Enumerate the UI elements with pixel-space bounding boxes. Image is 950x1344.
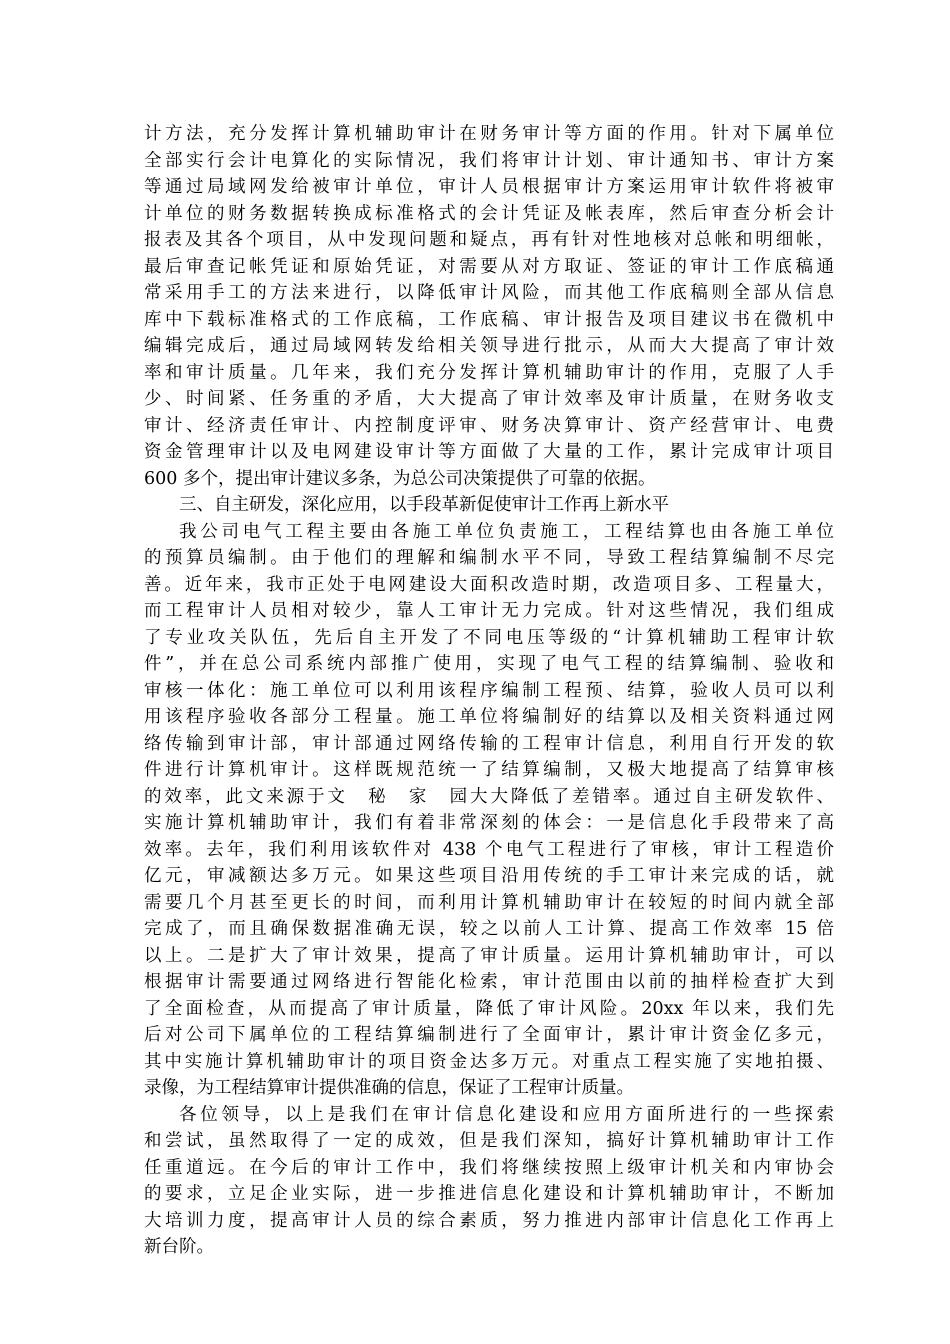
text-line: 实施计算机辅助审计，我们有着非常深刻的体会：一是信息化手段带来了高 bbox=[144, 813, 834, 833]
text-line: 以上。二是扩大了审计效果，提高了审计质量。运用计算机辅助审计，可以 bbox=[144, 945, 834, 966]
text-line: 而工程审计人员相对较少，靠人工审计无力完成。针对这些情况，我们组成 bbox=[144, 601, 834, 621]
text-line: 计方法，充分发挥计算机辅助审计在财务审计等方面的作用。针对下属单位 bbox=[144, 124, 834, 144]
text-line: 600 多个，提出审计建议多条，为总公司决策提供了可靠的依据。 bbox=[144, 468, 656, 489]
text-line: 最后审查记帐凭证和原始凭证，对需要从对方取证、签证的审计工作底稿通 bbox=[144, 256, 834, 277]
text-line: 计单位的财务数据转换成标准格式的会计凭证及帐表库，然后审查分析会计 bbox=[144, 203, 834, 224]
document-page bbox=[144, 121, 834, 1261]
text-line: 需要几个月甚至更长的时间，而利用计算机辅助审计在较短的时间内就全部 bbox=[144, 892, 834, 913]
text-line: 库中下载标准格式的工作底稿，工作底稿、审计报告及项目建议书在微机中 bbox=[144, 309, 834, 330]
text-line: 效率。去年，我们利用该软件对 438 个电气工程进行了审核，审计工程造价 bbox=[144, 839, 834, 860]
text-line: 率和审计质量。几年来，我们充分发挥计算机辅助审计的作用，克服了人手 bbox=[144, 362, 834, 383]
section-heading-3 bbox=[144, 492, 834, 519]
paragraph-3 bbox=[144, 1102, 834, 1261]
text-line: 任重道远。在今后的审计工作中，我们将继续按照上级审计机关和内审协会 bbox=[144, 1157, 834, 1178]
text-line: 络传输到审计部，审计部通过网络传输的工程审计信息，利用自行开发的软 bbox=[144, 733, 834, 754]
text-line: 全部实行会计电算化的实际情况，我们将审计计划、审计通知书、审计方案 bbox=[144, 150, 834, 171]
text-line: 亿元，审减额达多万元。如果这些项目沿用传统的手工审计来完成的话，就 bbox=[144, 866, 834, 886]
text-line: 和尝试，虽然取得了一定的成效，但是我们深知，搞好计算机辅助审计工作 bbox=[144, 1131, 834, 1151]
text-line: 录像，为工程结算审计提供准确的信息，保证了工程审计质量。 bbox=[144, 1078, 634, 1098]
text-line: 件进行计算机审计。这样既规范统一了结算编制，又极大地提高了结算审核 bbox=[144, 760, 834, 780]
text-line: 各位领导，以上是我们在审计信息化建设和应用方面所进行的一些探索 bbox=[179, 1104, 834, 1125]
text-line: 的预算员编制。由于他们的理解和编制水平不同，导致工程结算编制不尽完 bbox=[144, 548, 834, 568]
text-line: 的效率，此文来源于文 秘 家 园大大降低了差错率。通过自主研发软件、 bbox=[144, 786, 834, 807]
paragraph-2 bbox=[144, 519, 834, 1102]
text-line: 后对公司下属单位的工程结算编制进行了全面审计，累计审计资金亿多元， bbox=[144, 1025, 834, 1045]
text-line: 件”，并在总公司系统内部推广使用，实现了电气工程的结算编制、验收和 bbox=[144, 654, 834, 674]
text-line: 的要求，立足企业实际，进一步推进信息化建设和计算机辅助审计，不断加 bbox=[144, 1184, 834, 1204]
section-heading-text: 三、自主研发，深化应用，以手段革新促使审计工作再上新水平 bbox=[179, 495, 669, 515]
text-line: 审核一体化：施工单位可以利用该程序编制工程预、结算，验收人员可以利 bbox=[144, 680, 834, 701]
text-line: 善。近年来，我市正处于电网建设大面积改造时期，改造项目多、工程量大， bbox=[144, 574, 834, 595]
text-line: 审计、经济责任审计、内控制度评审、财务决算审计、资产经营审计、电费 bbox=[144, 415, 834, 436]
text-line: 常采用手工的方法来进行，以降低审计风险，而其他工作底稿则全部从信息 bbox=[144, 283, 834, 303]
text-line: 我公司电气工程主要由各施工单位负责施工，工程结算也由各施工单位 bbox=[179, 521, 834, 542]
text-line: 了专业攻关队伍，先后自主开发了不同电压等级的“计算机辅助工程审计软 bbox=[144, 627, 834, 648]
text-line: 编辑完成后，通过局域网转发给相关领导进行批示，从而大大提高了审计效 bbox=[144, 336, 834, 356]
text-line: 完成了，而且确保数据准确无误，较之以前人工计算、提高工作效率 15 倍 bbox=[144, 919, 834, 939]
text-line: 少、时间紧、任务重的矛盾，大大提高了审计效率及审计质量，在财务收支 bbox=[144, 389, 834, 409]
text-line: 了全面检查，从而提高了审计质量，降低了审计风险。20xx 年以来，我们先 bbox=[144, 998, 834, 1019]
text-line: 新台阶。 bbox=[144, 1237, 214, 1257]
text-line: 其中实施计算机辅助审计的项目资金达多万元。对重点工程实施了实地拍摄、 bbox=[144, 1051, 834, 1072]
text-line: 报表及其各个项目，从中发现问题和疑点，再有针对性地核对总帐和明细帐， bbox=[144, 230, 834, 250]
paragraph-1 bbox=[144, 121, 834, 492]
text-line: 等通过局域网发给被审计单位，审计人员根据审计方案运用审计软件将被审 bbox=[144, 177, 834, 197]
text-line: 根据审计需要通过网络进行智能化检索，审计范围由以前的抽样检查扩大到 bbox=[144, 972, 834, 992]
text-line: 大培训力度，提高审计人员的综合素质，努力推进内部审计信息化工作再上 bbox=[144, 1210, 834, 1231]
text-line: 用该程序验收各部分工程量。施工单位将编制好的结算以及相关资料通过网 bbox=[144, 707, 834, 727]
text-line: 资金管理审计以及电网建设审计等方面做了大量的工作，累计完成审计项目 bbox=[144, 442, 834, 462]
